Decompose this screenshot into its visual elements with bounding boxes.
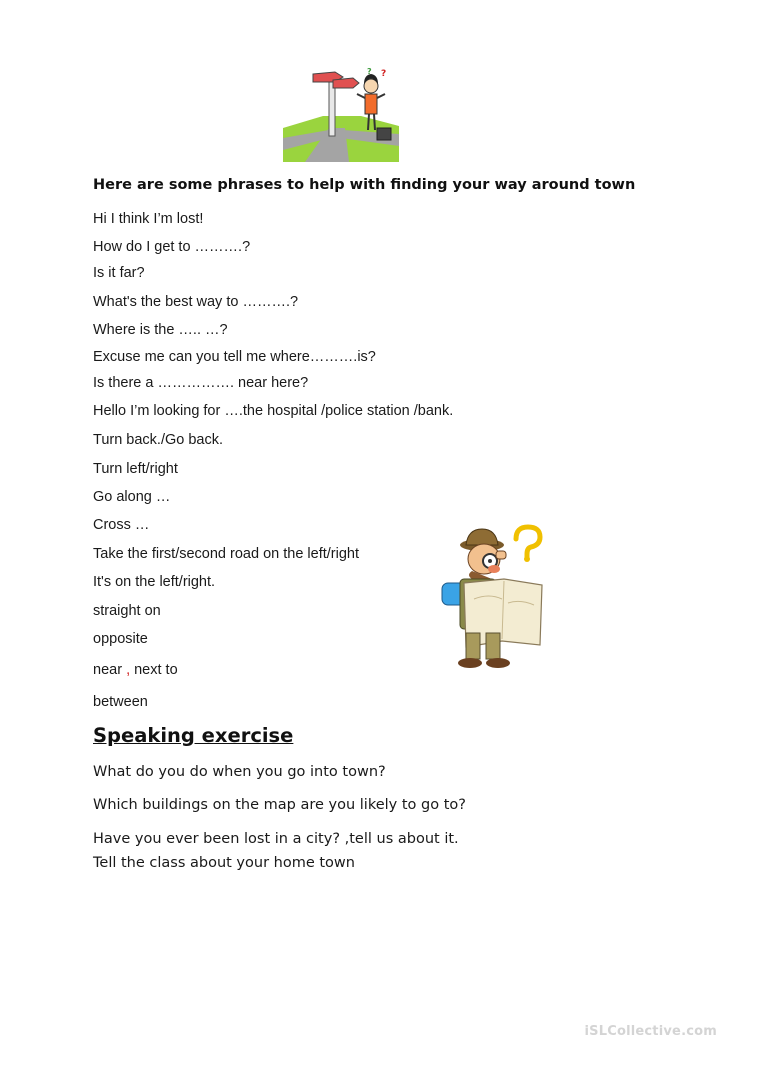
phrase-item: Turn left/right (93, 461, 178, 477)
phrase-item: Is there a ……………. near here? (93, 375, 309, 391)
phrase-item: How do I get to ……….? (93, 239, 251, 255)
question-item: Which buildings on the map are you likely to go to? (93, 797, 466, 813)
phrase-item: What's the best way to ……….? (93, 294, 299, 310)
phrase-item: Is it far? (93, 265, 145, 281)
phrase-item: Hi I think I’m lost! (93, 211, 204, 227)
phrase-item: between (93, 694, 148, 710)
next-to-text: next to (130, 662, 178, 678)
svg-text:?: ? (381, 69, 387, 79)
page-heading: Here are some phrases to help with finding your way around town (93, 177, 636, 193)
section-title: Speaking exercise (93, 724, 294, 747)
question-item: Tell the class about your home town (93, 855, 355, 871)
phrase-item: It's on the left/right. (93, 574, 216, 590)
svg-text:?: ? (367, 67, 372, 76)
phrase-item: Take the first/second road on the left/right (93, 546, 359, 562)
question-item: Have you ever been lost in a city? ,tell us about it. (93, 831, 459, 847)
near-text: near (93, 662, 127, 678)
phrase-item-near (93, 661, 178, 679)
phrase-item: Go along … (93, 489, 171, 505)
phrase-item: Cross … (93, 517, 150, 533)
signpost-woman-illustration (283, 66, 399, 162)
phrase-item: Excuse me can you tell me where……….is? (93, 349, 376, 365)
phrase-item: opposite (93, 631, 148, 647)
phrase-item: straight on (93, 603, 161, 619)
question-item: What do you do when you go into town? (93, 764, 386, 780)
phrase-item: Turn back./Go back. (93, 432, 224, 448)
man-with-map-illustration (434, 523, 550, 669)
watermark: iSLCollective.com (584, 1024, 717, 1039)
phrase-item: Hello I’m looking for ….the hospital /police station /bank. (93, 403, 454, 419)
red-comma: , (126, 662, 131, 678)
phrase-item: Where is the ….. …? (93, 322, 228, 338)
